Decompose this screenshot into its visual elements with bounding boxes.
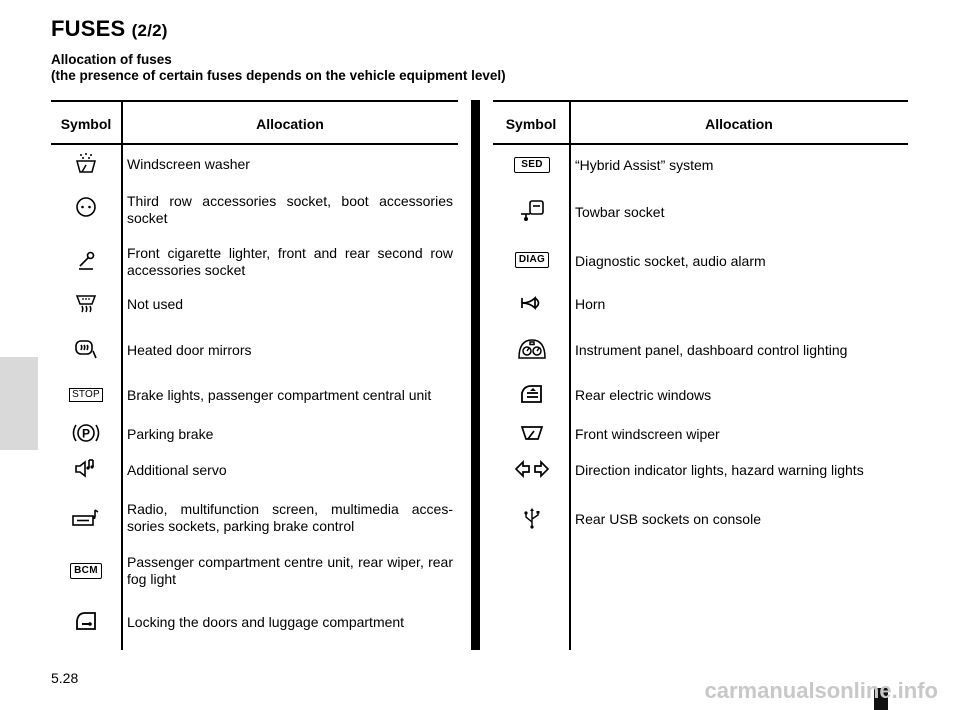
accessories-socket-icon [61,194,111,220]
right-column-divider [569,100,571,650]
left-row-4-text: Not used [127,296,184,312]
right-row-8-text: Direction indicator lights, hazard warning lights [575,462,864,478]
right-row-7-text: Front windscreen wiper [575,426,720,442]
left-row-9-text: Radio, multifunction screen, multimedia acces- sories sockets, parking brake control [127,501,453,534]
heated-mirror-icon [61,336,111,362]
towbar-socket-icon [507,197,557,223]
right-row-5-text: Instrument panel, dashboard control lighting [575,342,848,358]
cigarette-lighter-icon [61,247,111,273]
rear-window-icon [507,381,557,407]
right-header-rule [493,143,908,145]
watermark: carmanualsonline.info [704,678,938,703]
diag-icon [507,247,557,273]
left-row-11-text: Locking the doors and luggage compartment [127,614,405,630]
left-row-2-text: Third row accessories socket, boot accessories socket [127,193,453,226]
indicator-icon [507,456,557,482]
intro-text [51,52,506,84]
stop-icon [61,382,111,408]
left-row-10-text: Passenger compartment centre unit, rear wiper, rear fog light [127,554,453,587]
right-row-3-text: Diagnostic socket, audio alarm [575,253,766,269]
left-column-divider [121,100,123,650]
page-title [51,16,168,42]
left-row-5-text: Heated door mirrors [127,342,252,358]
left-row-1-text: Windscreen washer [127,156,250,172]
bcm-label: BCM [70,563,102,579]
parking-brake-icon [61,420,111,446]
right-row-2-text: Towbar socket [575,204,665,220]
page-number: 5.28 [51,670,79,686]
stop-label: STOP [69,388,103,402]
right-row-9-text: Rear USB sockets on console [575,511,761,527]
svg-text:P: P [81,426,91,441]
usb-icon [507,505,557,531]
bcm-icon [61,558,111,584]
left-symbol-header: Symbol [60,116,112,132]
title-part: (2/2) [131,21,168,40]
left-row-3-text: Front cigarette lighter, front and rear second row accessories socket [127,245,453,278]
sed-icon [507,152,557,178]
additional-servo-icon [61,456,111,482]
left-header-rule [51,143,458,145]
left-top-rule [51,100,458,102]
right-row-1-text: “Hybrid Assist” system [575,157,714,173]
right-row-4-text: Horn [575,296,606,312]
windscreen-washer-icon [61,150,111,176]
instrument-panel-icon [507,336,557,362]
sed-label: SED [514,157,549,173]
diag-label: DIAG [515,252,549,268]
right-row-6-text: Rear electric windows [575,387,712,403]
door-lock-icon [61,608,111,634]
intro-line-1: Allocation of fuses [51,52,172,67]
left-allocation-header: Allocation [256,116,324,132]
wiper-icon [507,420,557,446]
title-text: FUSES [51,16,126,41]
right-top-rule [493,100,908,102]
horn-icon [507,290,557,316]
radio-icon [61,506,111,532]
left-row-6-text: Brake lights, passenger compartment central unit [127,387,432,403]
section-tab [0,357,38,450]
center-divider [471,100,480,650]
right-symbol-header: Symbol [505,116,557,132]
demister-icon [61,290,111,316]
right-allocation-header: Allocation [705,116,773,132]
intro-line-2: (the presence of certain fuses depends on the vehicle equipment level) [51,68,506,83]
left-row-7-text: Parking brake [127,426,214,442]
left-row-8-text: Additional servo [127,462,227,478]
